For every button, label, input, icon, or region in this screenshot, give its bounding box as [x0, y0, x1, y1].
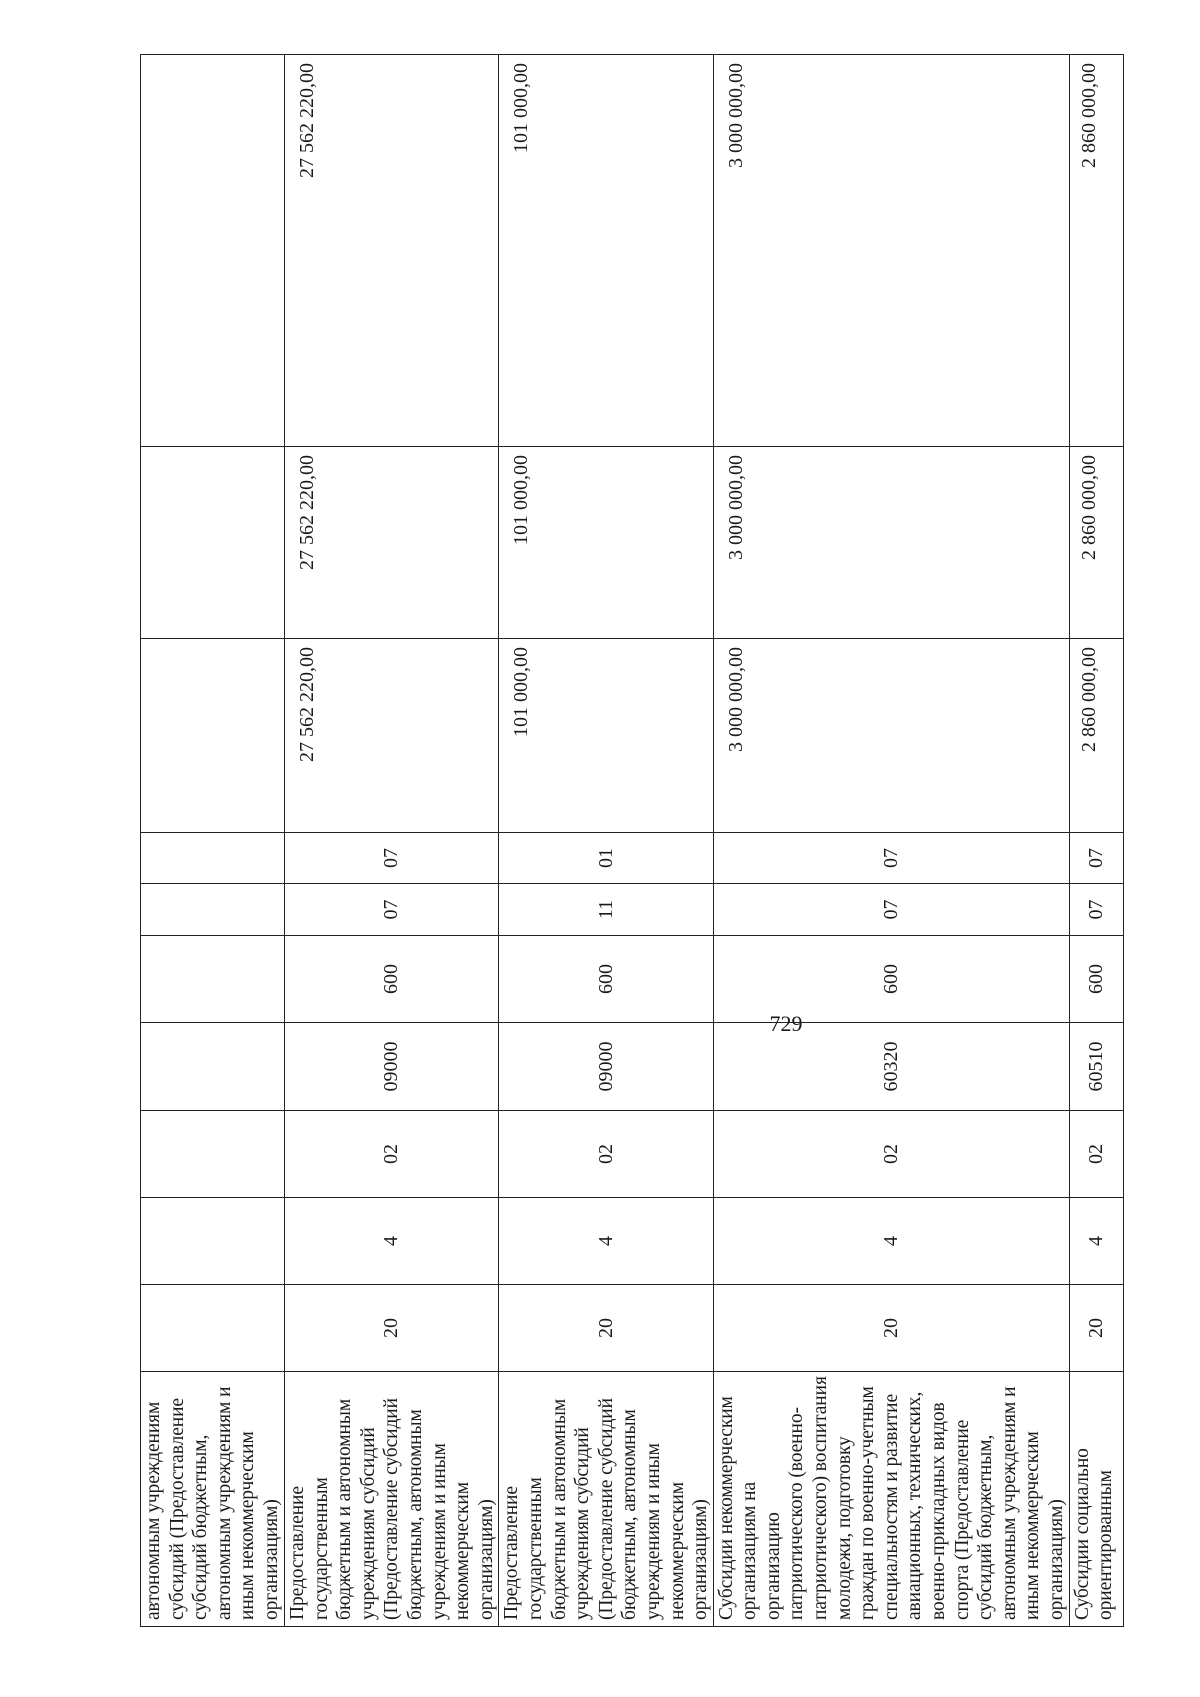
amount-cell: 101 000,00	[499, 639, 713, 833]
code-cell: 02	[285, 1111, 499, 1198]
amount-cell: 2 860 000,00	[1069, 639, 1123, 833]
code-cell: 20	[499, 1285, 713, 1372]
table-row	[713, 55, 1069, 1627]
code-cell: 09000	[285, 1023, 499, 1111]
code-cell: 07	[1069, 833, 1123, 884]
code-cell: 07	[285, 833, 499, 884]
rotated-table-container	[140, 55, 1117, 1627]
row-name: автономным учреждениям субсидий (Предоставление субсидий бюджетным, автономным учреждениям и иным некоммерческим организациям)	[141, 1372, 285, 1627]
code-cell	[141, 833, 285, 884]
amount-cell: 27 562 220,00	[285, 55, 499, 447]
code-cell: 600	[1069, 936, 1123, 1023]
code-cell: 600	[713, 936, 1069, 1023]
code-cell: 02	[499, 1111, 713, 1198]
code-cell: 60320	[713, 1023, 1069, 1111]
code-cell: 4	[1069, 1198, 1123, 1285]
amount-cell: 101 000,00	[499, 447, 713, 639]
code-cell: 20	[1069, 1285, 1123, 1372]
budget-table	[140, 54, 1124, 1627]
amount-cell: 27 562 220,00	[285, 639, 499, 833]
code-cell: 07	[1069, 884, 1123, 936]
page-number: 729	[769, 1011, 803, 1036]
code-cell: 02	[713, 1111, 1069, 1198]
code-cell: 4	[713, 1198, 1069, 1285]
row-name: Предоставление государственным бюджетным и автономным учреждениям субсидий (Предоставление субсидий бюджетным, автономным учреждениям и иным некоммерческим организациям)	[499, 1372, 713, 1627]
amount-cell: 3 000 000,00	[713, 55, 1069, 447]
code-cell: 07	[713, 833, 1069, 884]
table-row	[499, 55, 713, 1627]
table-row	[1069, 55, 1123, 1627]
amount-cell: 3 000 000,00	[713, 639, 1069, 833]
code-cell	[141, 1111, 285, 1198]
code-cell: 60510	[1069, 1023, 1123, 1111]
code-cell: 4	[285, 1198, 499, 1285]
row-name: Предоставление государственным бюджетным и автономным учреждениям субсидий (Предоставление субсидий бюджетным, автономным учреждениям и иным некоммерческим организациям)	[285, 1372, 499, 1627]
row-name: Субсидии некоммерческим организациям на организацию патриотического (военно-патриотического) воспитания молодежи, подготовку граждан по военно-учетным специальностям и развитие авиационных, технических, военно-прикладных видов спорта (Предоставление субсидий бюджетным, автономным учреждениям и иным некоммерческим организациям)	[713, 1372, 1069, 1627]
code-cell: 01	[499, 833, 713, 884]
code-cell: 20	[285, 1285, 499, 1372]
code-cell: 20	[713, 1285, 1069, 1372]
amount-cell: 3 000 000,00	[713, 447, 1069, 639]
amount-cell	[141, 55, 285, 447]
code-cell	[141, 1285, 285, 1372]
code-cell	[141, 936, 285, 1023]
amount-cell	[141, 447, 285, 639]
code-cell	[141, 1198, 285, 1285]
code-cell: 09000	[499, 1023, 713, 1111]
code-cell: 07	[285, 884, 499, 936]
code-cell	[141, 1023, 285, 1111]
code-cell: 07	[713, 884, 1069, 936]
amount-cell: 27 562 220,00	[285, 447, 499, 639]
code-cell: 600	[499, 936, 713, 1023]
table-row	[141, 55, 285, 1627]
amount-cell: 101 000,00	[499, 55, 713, 447]
amount-cell: 2 860 000,00	[1069, 55, 1123, 447]
code-cell	[141, 884, 285, 936]
amount-cell	[141, 639, 285, 833]
row-name: Субсидии социально ориентированным	[1069, 1372, 1123, 1627]
code-cell: 02	[1069, 1111, 1123, 1198]
code-cell: 4	[499, 1198, 713, 1285]
code-cell: 11	[499, 884, 713, 936]
table-row	[285, 55, 499, 1627]
amount-cell: 2 860 000,00	[1069, 447, 1123, 639]
code-cell: 600	[285, 936, 499, 1023]
